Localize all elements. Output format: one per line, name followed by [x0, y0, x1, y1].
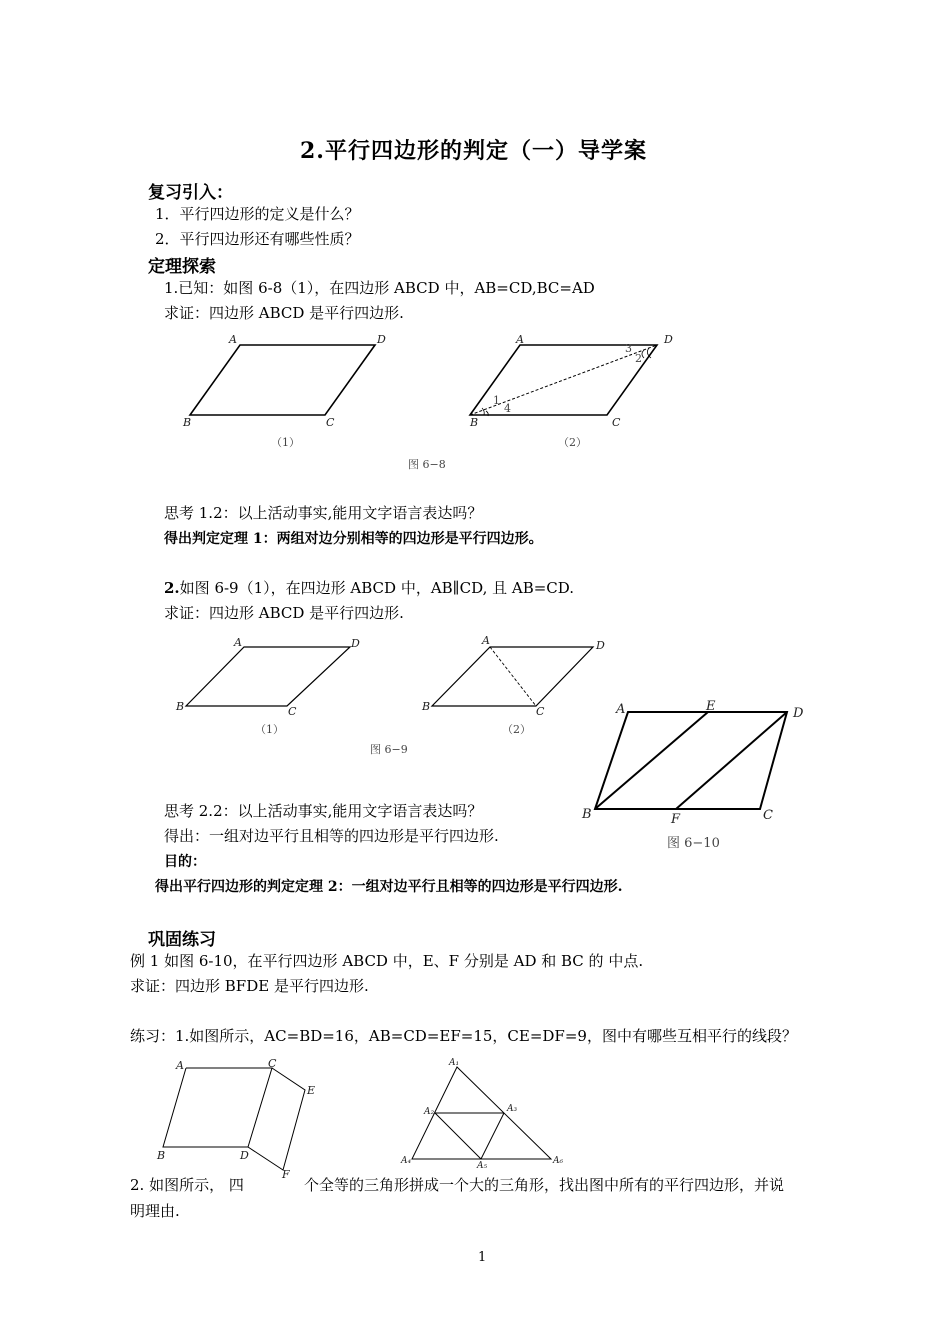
figa-label-f: F	[282, 1168, 290, 1181]
review-question-1: 1．平行四边形的定义是什么？	[155, 205, 360, 223]
angle-arc-1	[482, 408, 484, 415]
figure-6-9	[170, 632, 610, 762]
figa-label-e: E	[307, 1084, 316, 1097]
fig69-1-label-a: A	[234, 636, 242, 649]
fig68-1-label-c: C	[326, 416, 335, 429]
fig68-angle-3: 3	[625, 342, 632, 355]
example-1-line-1: 例 1 如图 6-10，在平行四边形 ABCD 中，E、F 分别是 AD 和 BC 的 中点.	[130, 952, 644, 970]
fig68-2-label-c: C	[612, 416, 621, 429]
think-2: 思考 2.2：以上活动事实,能用文字语言表达吗？	[164, 802, 483, 820]
exercise-1-parallelogram	[163, 1068, 272, 1147]
problem-1-given: 1.已知：如图 6-8（1），在四边形 ABCD 中，AB=CD,BC=AD	[164, 279, 595, 297]
review-heading: 复习引入：	[148, 183, 233, 203]
parallelogram-fig68-1	[190, 345, 375, 415]
fig68-1-label-a: A	[229, 333, 237, 346]
fig68-2-caption: （2）	[558, 436, 587, 449]
figa-label-b: B	[157, 1149, 166, 1162]
theorem-2: 得出平行四边形的判定定理 2：一组对边平行且相等的四边形是平行四边形.	[155, 879, 623, 895]
fig68-caption: 图 6−8	[408, 458, 446, 471]
think-1: 思考 1.2：以上活动事实,能用文字语言表达吗？	[164, 504, 483, 522]
figa-label-d: D	[240, 1149, 249, 1162]
figa-label-a: A	[176, 1059, 184, 1072]
problem-1-prove: 求证：四边形 ABCD 是平行四边形.	[164, 304, 404, 322]
problem-2-number: 2.	[164, 579, 180, 597]
fig68-1-label-d: D	[377, 333, 386, 346]
exercise-2-part-c: 明理由.	[130, 1202, 180, 1220]
fig69-2-label-c: C	[536, 705, 545, 718]
fig610-label-b: B	[582, 807, 592, 822]
problem-2-prove: 求证：四边形 ABCD 是平行四边形.	[164, 604, 404, 622]
page-title: 2.平行四边形的判定（一）导学案	[300, 138, 647, 164]
problem-2-text: 如图 6-9（1），在四边形 ABCD 中，AB∥CD, 且 AB=CD.	[179, 579, 575, 597]
figa-label-c: C	[268, 1057, 277, 1070]
fig69-1-label-b: B	[176, 700, 185, 713]
figure-6-10	[575, 696, 820, 856]
example-1-line-2: 求证：四边形 BFDE 是平行四边形.	[130, 977, 369, 995]
fig69-1-caption: （1）	[255, 723, 284, 736]
exercise-1-figure	[150, 1055, 330, 1185]
fig68-1-label-b: B	[183, 416, 192, 429]
fig68-2-label-d: D	[664, 333, 673, 346]
problem-2-given	[164, 577, 574, 598]
fig610-label-c: C	[763, 808, 773, 823]
fig69-caption: 图 6−9	[370, 743, 408, 756]
conclusion-2: 得出：一组对边平行且相等的四边形是平行四边形.	[164, 827, 499, 845]
figb-label-a3: A₃	[507, 1104, 518, 1114]
fig610-caption: 图 6−10	[667, 836, 720, 851]
figb-label-a5: A₅	[477, 1161, 488, 1171]
fig69-1-label-c: C	[288, 705, 297, 718]
fig69-1-label-d: D	[351, 637, 360, 650]
exercise-2-figure	[395, 1055, 585, 1170]
parallelogram-fig69-1	[186, 647, 350, 706]
diagonal-ac	[490, 647, 536, 706]
explore-heading: 定理探索	[148, 257, 216, 277]
midline-right	[481, 1113, 504, 1159]
midline-left	[435, 1113, 481, 1159]
segment-fd	[676, 712, 787, 809]
fig68-angle-2: 2	[635, 352, 642, 365]
exercise-1: 练习：1.如图所示，AC=BD=16，AB=CD=EF=15，CE=DF=9，图中有哪些互相平行的线段？	[130, 1027, 797, 1045]
fig69-2-caption: （2）	[502, 723, 531, 736]
fig68-2-label-a: A	[516, 333, 524, 346]
review-question-2: 2．平行四边形还有哪些性质？	[155, 230, 360, 248]
fig69-2-label-a: A	[482, 634, 490, 647]
page-number: 1	[478, 1250, 487, 1265]
figb-label-a6: A₆	[553, 1156, 564, 1166]
figure-6-8	[170, 328, 673, 478]
goal-label: 目的：	[164, 854, 206, 870]
figb-label-a1: A₁	[449, 1058, 460, 1068]
practice-heading: 巩固练习	[148, 930, 216, 950]
fig69-2-label-d: D	[596, 639, 605, 652]
exercise-2-part-b: 个全等的三角形拼成一个大的三角形，找出图中所有的平行四边形，并说	[304, 1176, 785, 1194]
fig610-label-e: E	[706, 699, 716, 714]
fig68-2-label-b: B	[470, 416, 479, 429]
fig610-label-d: D	[793, 706, 804, 721]
figb-label-a4: A₄	[401, 1156, 412, 1166]
angle-arc-3	[642, 350, 644, 358]
fig69-2-label-b: B	[422, 700, 431, 713]
fig68-angle-1: 1	[493, 394, 500, 407]
fig68-1-caption: （1）	[271, 436, 300, 449]
exercise-2-part-a: 2. 如图所示， 四	[130, 1176, 244, 1194]
fig610-label-f: F	[671, 812, 681, 827]
theorem-1: 得出判定定理 1：两组对边分别相等的四边形是平行四边形。	[164, 531, 543, 547]
fig68-angle-4: 4	[504, 402, 511, 415]
fig610-label-a: A	[616, 702, 626, 717]
figb-label-a2: A₂	[424, 1107, 435, 1117]
